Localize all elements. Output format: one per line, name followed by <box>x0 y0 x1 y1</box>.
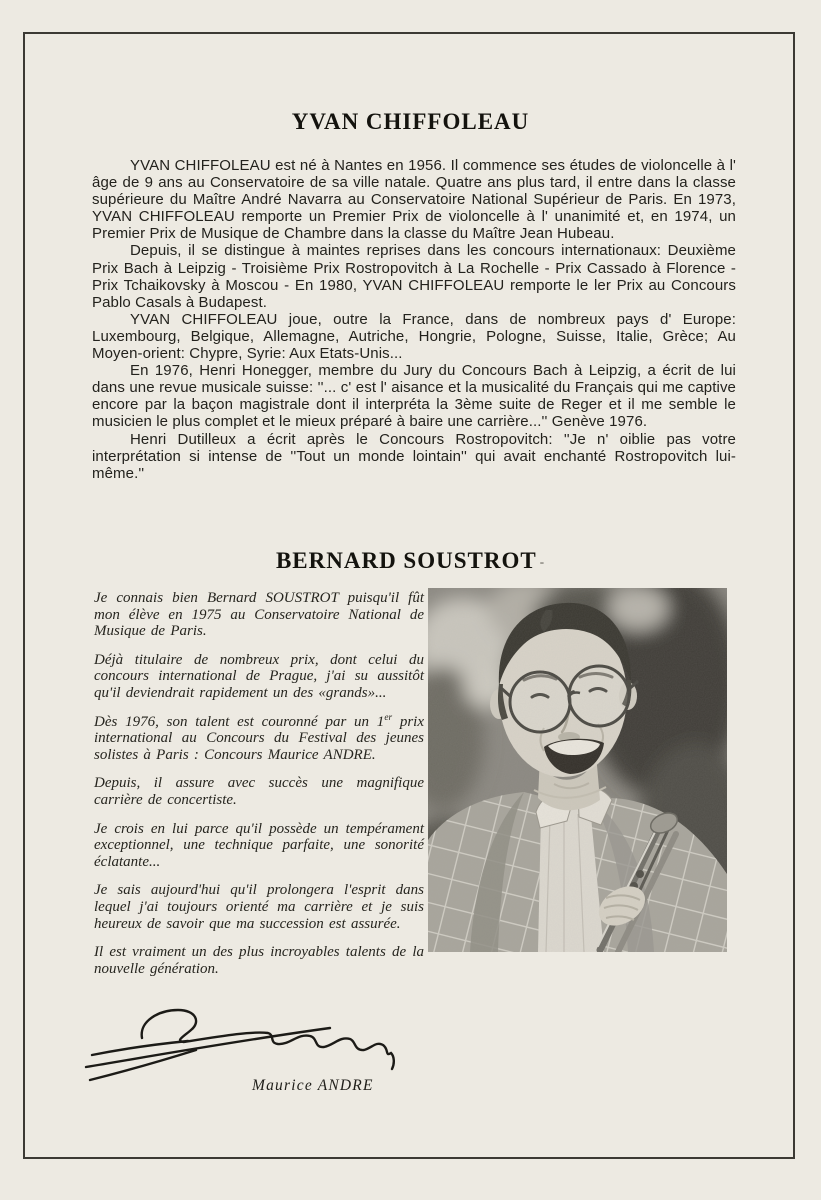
quote-paragraph <box>94 714 424 764</box>
maurice-andre-signature <box>82 1000 404 1086</box>
quote-paragraph: Depuis, il assure avec succès une magnifique carrière de concertiste. <box>94 775 424 808</box>
quote-paragraph: Je crois en lui parce qu'il possède un tempérament exceptionnel, une technique parfaite, une sonorité éclatante... <box>94 820 424 870</box>
soustrot-portrait-photo <box>428 588 727 952</box>
maurice-andre-quote-column <box>94 590 424 989</box>
yvan-paragraph: Depuis, il se distingue à maintes reprises dans les concours internationaux: Deuxième Prix Bach à Leipzig - Troisième Prix Rostropovitch à La Rochelle - Prix Cassado à Florence - Prix Tchaikovsky à Moscou - En 1980, YVAN CHIFFOLEAU remporte le ler Prix au Concours Pablo Casals à Budapest. <box>92 242 736 311</box>
yvan-paragraph: YVAN CHIFFOLEAU est né à Nantes en 1956. Il commence ses études de violoncelle à l' âge de 9 ans au Conservatoire de sa ville natale. Quatre ans plus tard, il entre dans la classe supérieure du Maître André Navarra au Conservatoire National Supérieur de Paris. En 1973, YVAN CHIFFOLEAU remporte un Premier Prix de violoncelle à l' unanimité et, en 1974, un Premier Prix de Musique de Chambre dans la classe du Maître Jean Hubeau. <box>92 157 736 243</box>
quote-paragraph: Je connais bien Bernard SOUSTROT puisqu'il fût mon élève en 1975 au Conservatoire National de Musique de Paris. <box>94 590 424 640</box>
signature-caption: Maurice ANDRE <box>252 1077 374 1094</box>
ordinal-superscript: er <box>384 712 393 723</box>
yvan-paragraph: Henri Dutilleux a écrit après le Concours Rostropovitch: ''Je n' oiblie pas votre interprétation si intense de ''Tout un monde lointain'' qui avait enchanté Rostropovitch lui-même.'' <box>92 430 736 482</box>
yvan-paragraph: YVAN CHIFFOLEAU joue, outre la France, dans de nombreux pays d' Europe: Luxembourg, Belgique, Allemagne, Autriche, Hongrie, Pologne, Suisse, Italie, Grèce; Au Moyen-orient: Chypre, Syrie: Aux Etats-Unis... <box>92 310 736 363</box>
quote-text: prix international au Concours du Festival des jeunes solistes à Paris : Concours Maurice ANDRE. <box>94 713 424 763</box>
quote-paragraph: Il est vraiment un des plus incroyables talents de la nouvelle génération. <box>94 944 424 977</box>
yvan-section-title: YVAN CHIFFOLEAU <box>291 109 530 134</box>
bernard-title-dash: - <box>539 554 546 569</box>
quote-text: Dès 1976, son talent est couronné par un 1 <box>94 713 385 730</box>
bernard-title-text: BERNARD SOUSTROT <box>275 548 537 573</box>
quote-paragraph: Je sais aujourd'hui qu'il prolongera l'esprit dans lequel j'ai toujours orienté ma carrière et je suis heureux de savoir que ma succession est assurée. <box>94 882 424 932</box>
bernard-section-title <box>0 548 821 574</box>
photo-grain-texture <box>428 588 727 952</box>
yvan-biography <box>92 157 736 482</box>
quote-paragraph: Déjà titulaire de nombreux prix, dont celui du concours international de Prague, j'ai su aussitôt qu'il deviendrait rapidement un des «grands»... <box>94 651 424 701</box>
yvan-paragraph: En 1976, Henri Honegger, membre du Jury du Concours Bach à Leipzig, a écrit de lui dans une revue musicale suisse: ''... c' est l' aisance et la musicalité du Français qui me captive encore par la baçon magistrale dont il interpréta la 3ème suite de Reger et il me semble le musicien le plus complet et le mieux préparé à baire une carrière...'' Genève 1976. <box>92 362 736 431</box>
